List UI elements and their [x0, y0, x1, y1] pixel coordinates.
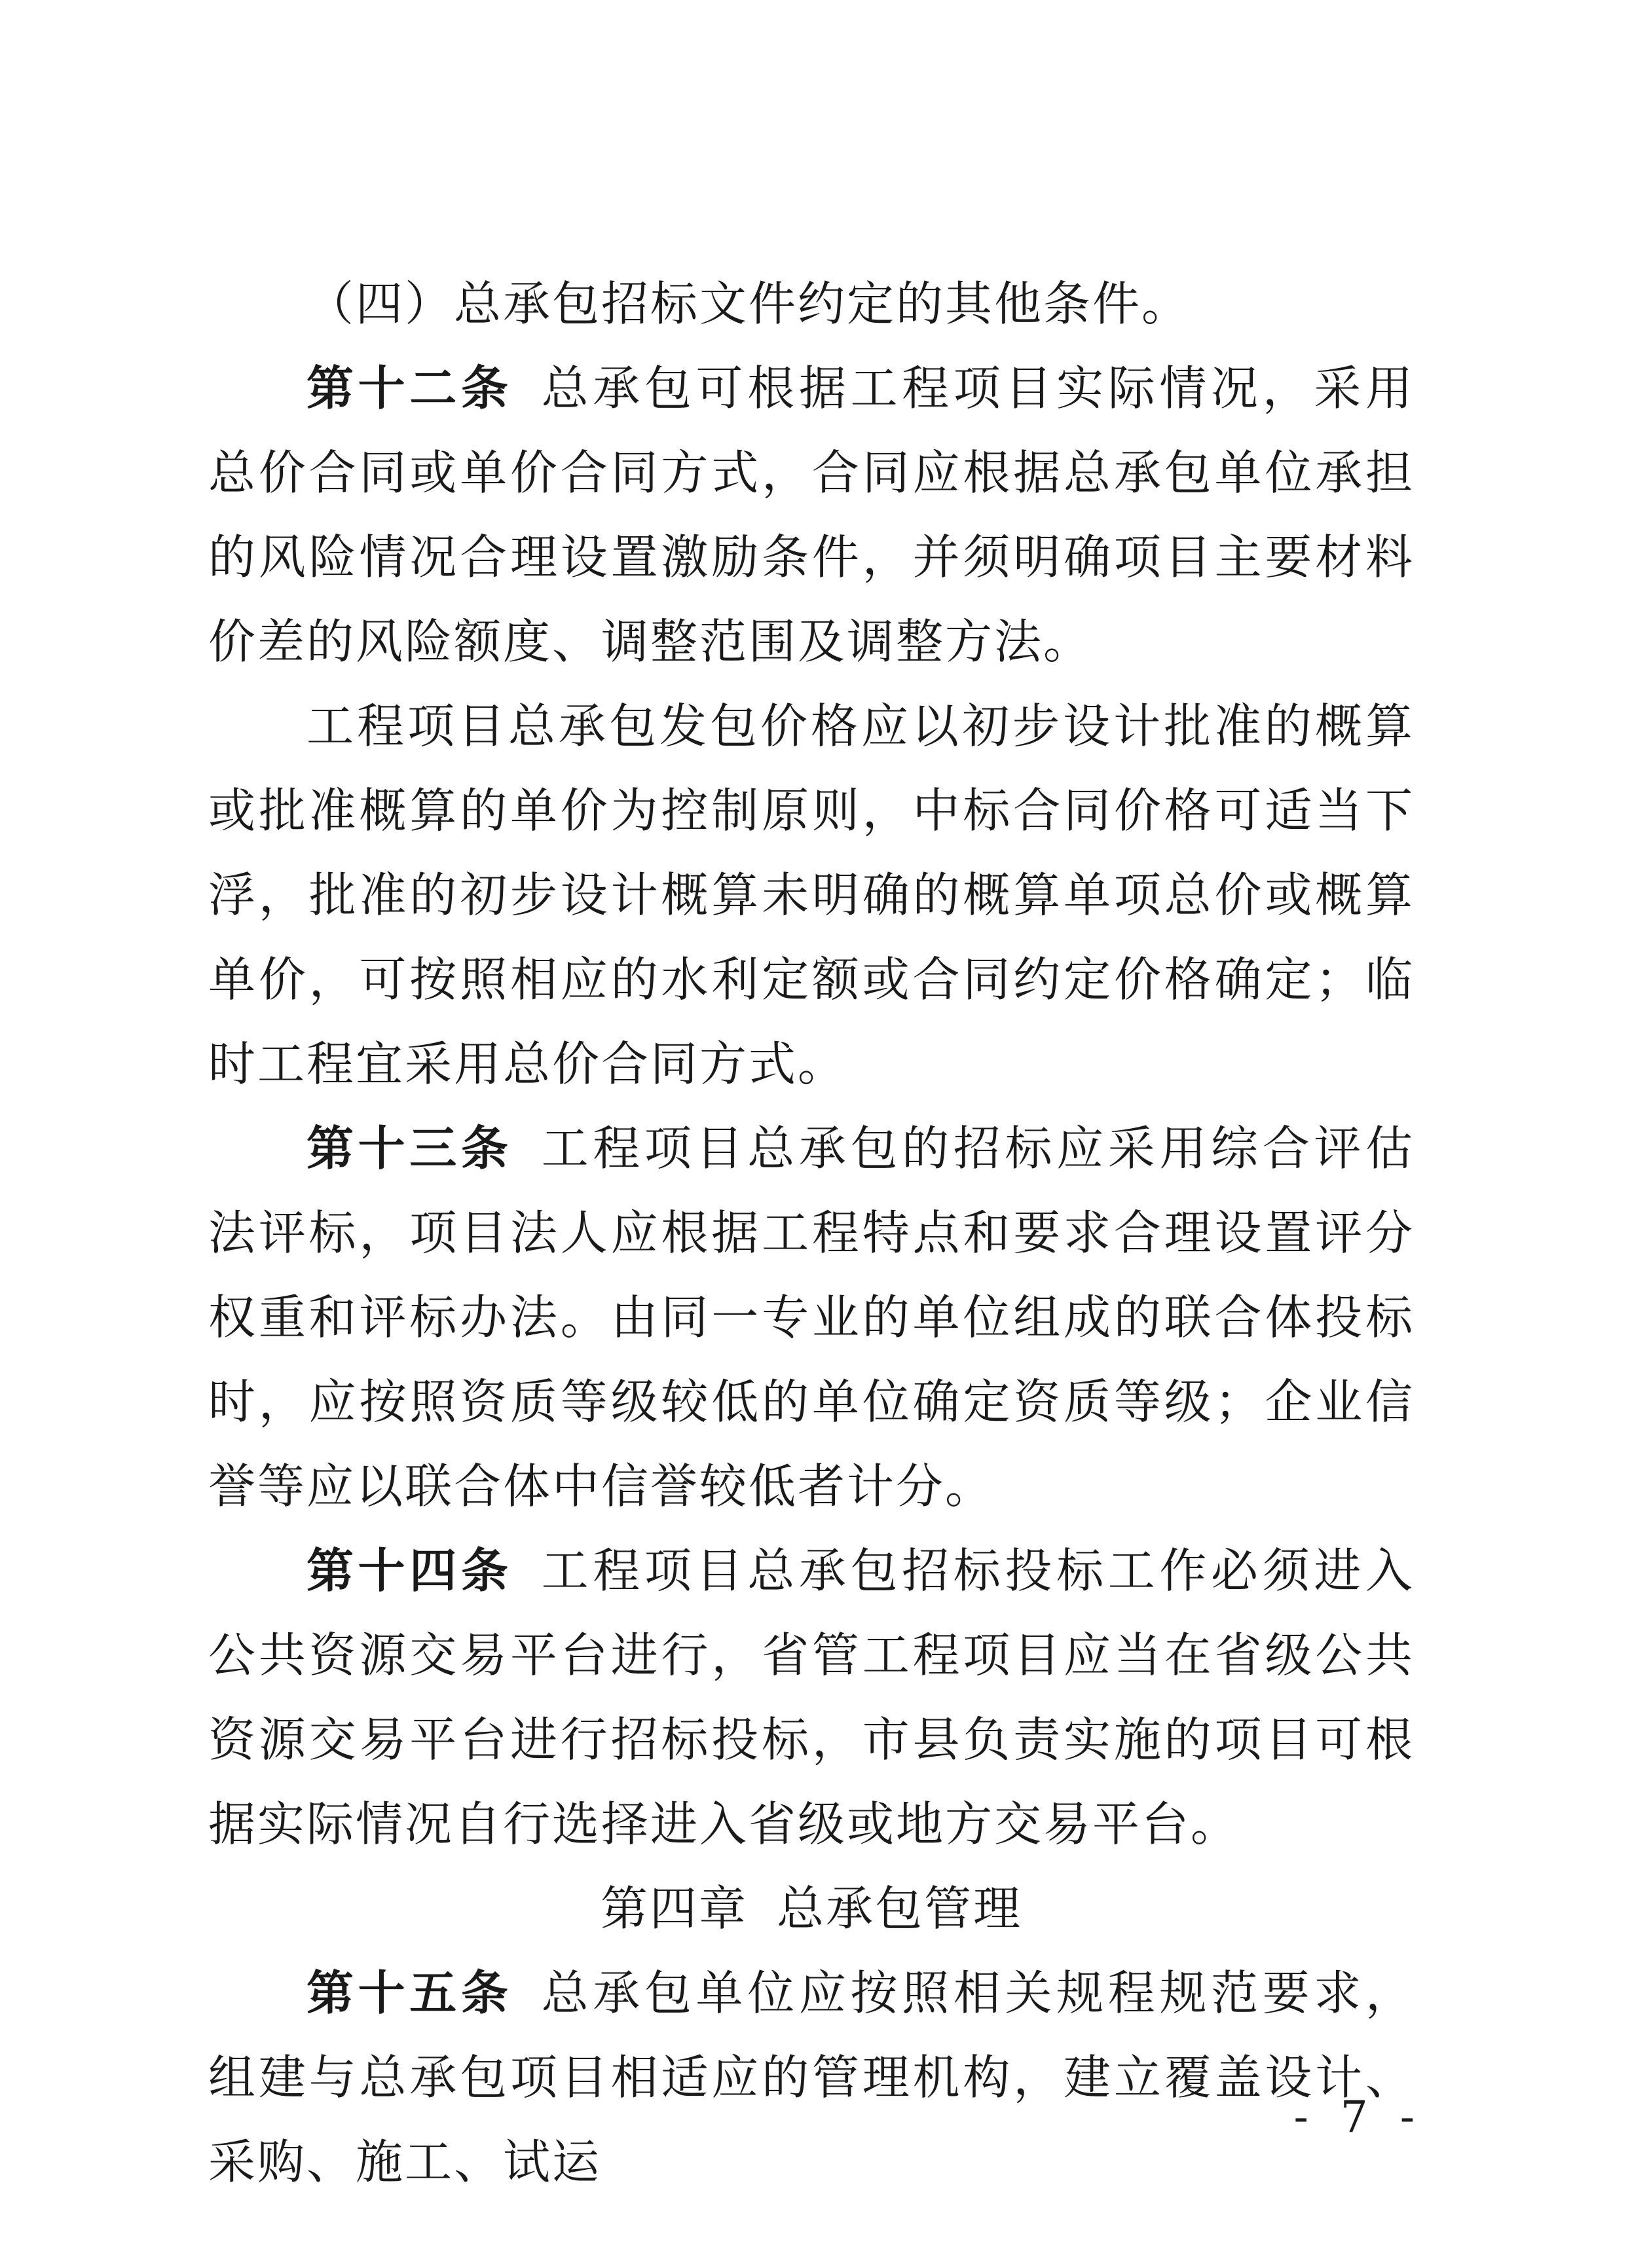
paragraph-text: 总承包单位应按照相关规程规范要求，组建与总承包项目相适应的管理机构，建立覆盖设计、采购、施工、试运 [208, 1966, 1415, 2189]
chapter-heading [208, 1867, 1415, 1951]
article-number: 第十二条 [306, 361, 513, 416]
article-number: 第十五条 [306, 1966, 513, 2021]
paragraph-article-13 [208, 1107, 1415, 1529]
document-body [208, 262, 1415, 2204]
chapter-title: 总承包管理 [777, 1881, 1023, 1936]
paragraph-pricing [208, 684, 1415, 1107]
paragraph-text: 工程项目总承包招标投标工作必须进入公共资源交易平台进行，省管工程项目应当在省级公共资源交易平台进行招标投标，市县负责实施的项目可根据实际情况自行选择进入省级或地方交易平台。 [208, 1543, 1415, 1852]
article-number: 第十四条 [306, 1543, 513, 1598]
paragraph-text: （四）总承包招标文件约定的其他条件。 [306, 276, 1191, 331]
chapter-number: 第四章 [600, 1881, 748, 1936]
paragraph-article-14 [208, 1529, 1415, 1867]
paragraph-condition-4 [208, 262, 1415, 346]
paragraph-text: 总承包可根据工程项目实际情况，采用总价合同或单价合同方式，合同应根据总承包单位承担的风险情况合理设置激励条件，并须明确项目主要材料价差的风险额度、调整范围及调整方法。 [208, 361, 1415, 669]
article-number: 第十三条 [306, 1121, 513, 1176]
paragraph-text: 工程项目总承包发包价格应以初步设计批准的概算或批准概算的单价为控制原则，中标合同价格可适当下浮，批准的初步设计概算未明确的概算单项总价或概算单价，可按照相应的水利定额或合同约定价格确定；临时工程宜采用总价合同方式。 [208, 699, 1415, 1091]
page-number: - 7 - [1293, 2092, 1424, 2142]
paragraph-article-12 [208, 346, 1415, 684]
paragraph-article-15 [208, 1951, 1415, 2204]
paragraph-text: 工程项目总承包的招标应采用综合评估法评标，项目法人应根据工程特点和要求合理设置评分权重和评标办法。由同一专业的单位组成的联合体投标时，应按照资质等级较低的单位确定资质等级；企业信誉等应以联合体中信誉较低者计分。 [208, 1121, 1415, 1514]
